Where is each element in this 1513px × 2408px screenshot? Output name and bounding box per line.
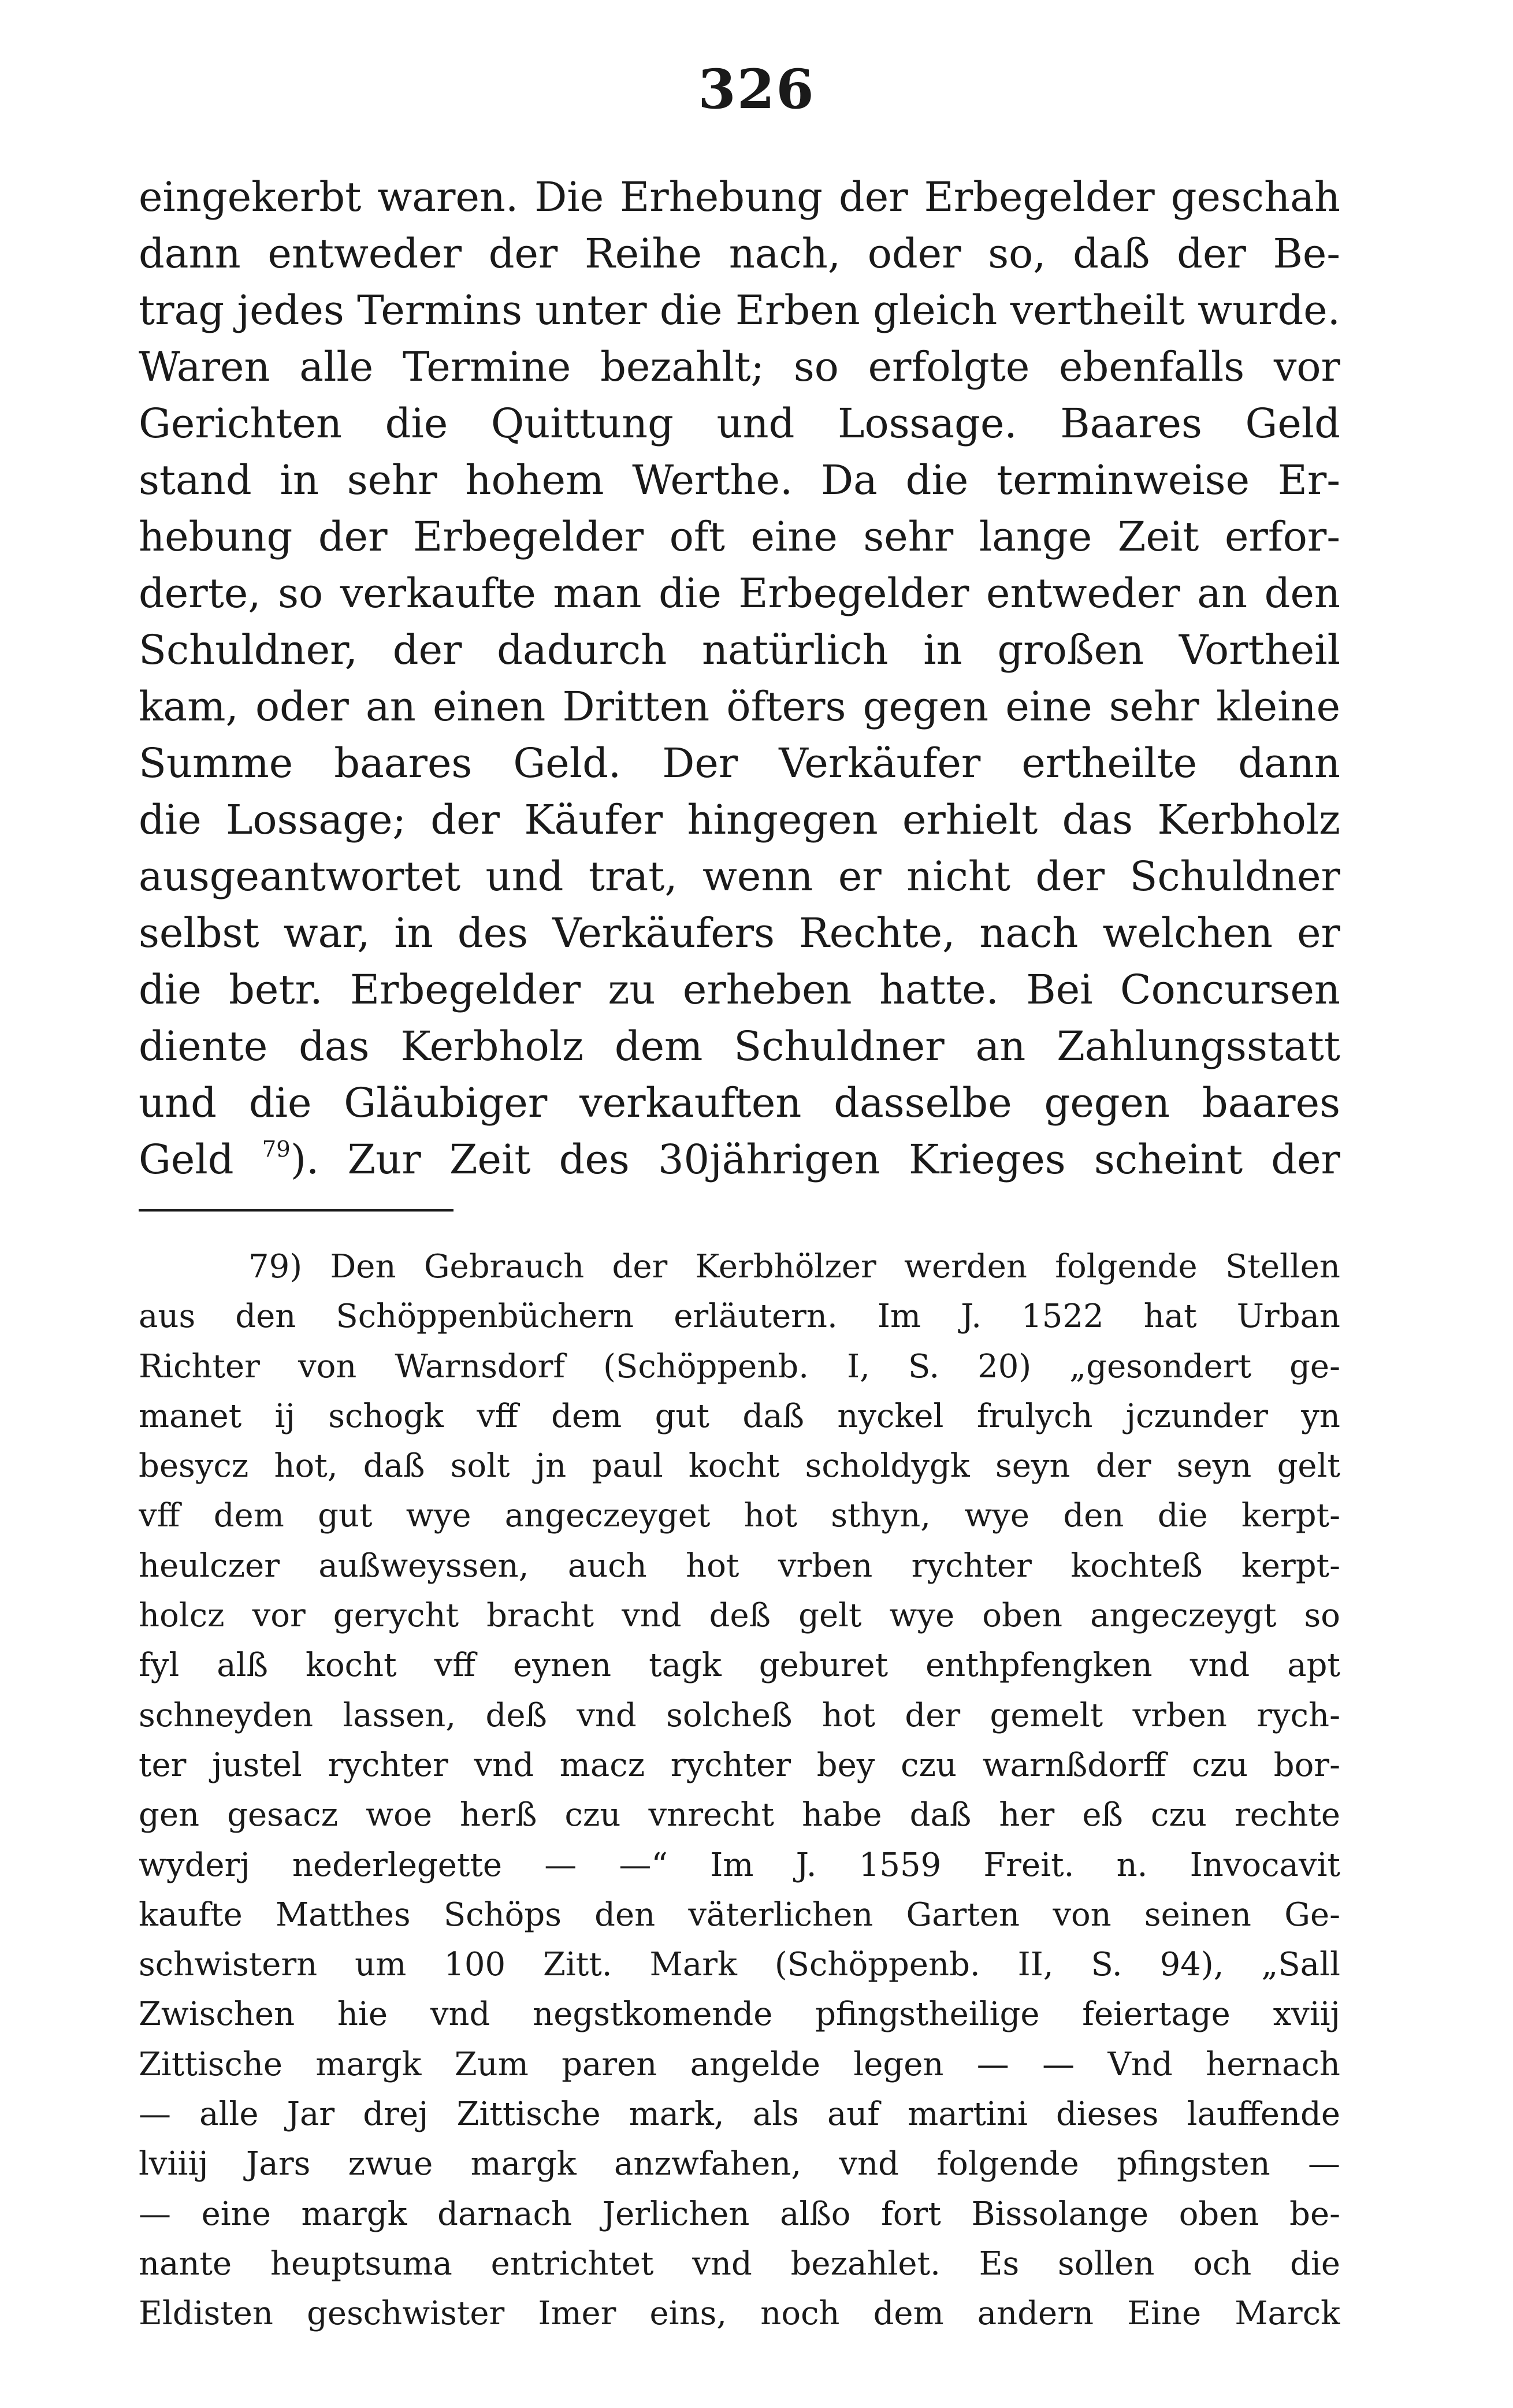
text-line: Schuldner, der dadurch natürlich in großen Vortheil [139, 626, 1340, 674]
footnote-line: schwistern um 100 Zitt. Mark (Schöppenb. II, S. 94), „Sall [139, 1946, 1340, 1984]
main-text-block [139, 169, 1340, 1188]
text-line: stand in sehr hohem Werthe. Da die terminweise Er- [139, 456, 1340, 504]
text-line: eingekerbt waren. Die Erhebung der Erbegelder geschah [139, 173, 1340, 221]
footnote-line: schneyden lassen, deß vnd solcheß hot der gemelt vrben rych- [139, 1696, 1340, 1734]
footnote-separator [139, 1209, 453, 1212]
page-number: 326 [698, 58, 815, 121]
text-line: diente das Kerbholz dem Schuldner an Zahlungsstatt [139, 1023, 1340, 1070]
text-line: und die Gläubiger verkauften dasselbe gegen baares [139, 1079, 1340, 1127]
text-line: dann entweder der Reihe nach, oder so, daß der Be- [139, 230, 1340, 277]
footnote-line: Eldisten geschwister Imer eins, noch dem andern Eine Marck [139, 2295, 1340, 2333]
footnote-line: holcz vor gerycht bracht vnd deß gelt wye oben angeczeygt so [139, 1597, 1340, 1635]
text-line: derte, so verkaufte man die Erbegelder entweder an den [139, 570, 1340, 617]
text-line-with-note-ref [139, 1131, 1340, 1188]
footnote-line: aus den Schöppenbüchern erläutern. Im J. 1522 hat Urban [139, 1298, 1340, 1336]
footnote-line: kaufte Matthes Schöps den väterlichen Garten von seinen Ge- [139, 1896, 1340, 1934]
footnote-reference: 79 [262, 1136, 291, 1163]
text-fragment: Geld [139, 1136, 234, 1183]
text-line: hebung der Erbegelder oft eine sehr lange Zeit erfor- [139, 513, 1340, 560]
footnote-line: heulczer außweyssen, auch hot vrben rychter kochteß kerpt- [139, 1547, 1340, 1585]
footnote-line: Zwischen hie vnd negstkomende pfingstheilige feiertage xviij [139, 1995, 1340, 2034]
text-line: Waren alle Termine bezahlt; so erfolgte ebenfalls vor [139, 343, 1340, 391]
text-line: kam, oder an einen Dritten öfters gegen eine sehr kleine [139, 683, 1340, 730]
footnote-line: manet ij schogk vff dem gut daß nyckel frulych jczunder yn [139, 1397, 1340, 1435]
text-fragment: ). Zur Zeit des 30jährigen Krieges scheint der [290, 1136, 1340, 1183]
footnote-line: wyderj nederlegette — —“ Im J. 1559 Freit. n. Invocavit [139, 1846, 1340, 1884]
text-line: die betr. Erbegelder zu erheben hatte. Bei Concursen [139, 966, 1340, 1013]
footnote-line: — alle Jar drej Zittische mark, als auf martini dieses lauffende [139, 2095, 1340, 2134]
footnote-line: ter justel rychter vnd macz rychter bey czu warnßdorff czu bor- [139, 1746, 1340, 1784]
footnote-line: Zittische margk Zum paren angelde legen — — Vnd hernach [139, 2045, 1340, 2083]
text-line: ausgeantwortet und trat, wenn er nicht der Schuldner [139, 853, 1340, 900]
text-line: trag jedes Termins unter die Erben gleich vertheilt wurde. [139, 287, 1340, 334]
footnote-line: nante heuptsuma entrichtet vnd bezahlet. Es sollen och die [139, 2245, 1340, 2283]
footnote-line: 79) Den Gebrauch der Kerbhölzer werden folgende Stellen [248, 1248, 1340, 1285]
text-line: Gerichten die Quittung und Lossage. Baares Geld [139, 400, 1340, 447]
footnote-line: — eine margk darnach Jerlichen alßo fort Bissolange oben be- [139, 2195, 1340, 2233]
text-line: selbst war, in des Verkäufers Rechte, nach welchen er [139, 909, 1340, 957]
footnote-line: Richter von Warnsdorf (Schöppenb. I, S. 20) „gesondert ge- [139, 1347, 1340, 1385]
footnote-line: vff dem gut wye angeczeyget hot sthyn, wye den die kerpt- [139, 1497, 1340, 1535]
footnote-line: fyl alß kocht vff eynen tagk geburet enthpfengken vnd apt [139, 1647, 1340, 1685]
footnote-line: lviiij Jars zwue margk anzwfahen, vnd folgende pfingsten — [139, 2145, 1340, 2183]
text-line: die Lossage; der Käufer hingegen erhielt das Kerbholz [139, 796, 1340, 843]
text-line: Summe baares Geld. Der Verkäufer ertheilte dann [139, 740, 1340, 787]
footnote-line: besycz hot, daß solt jn paul kocht scholdygk seyn der seyn gelt [139, 1447, 1340, 1485]
footnote-line: gen gesacz woe herß czu vnrecht habe daß her eß czu rechte [139, 1796, 1340, 1834]
footnote-block [139, 1242, 1340, 2339]
